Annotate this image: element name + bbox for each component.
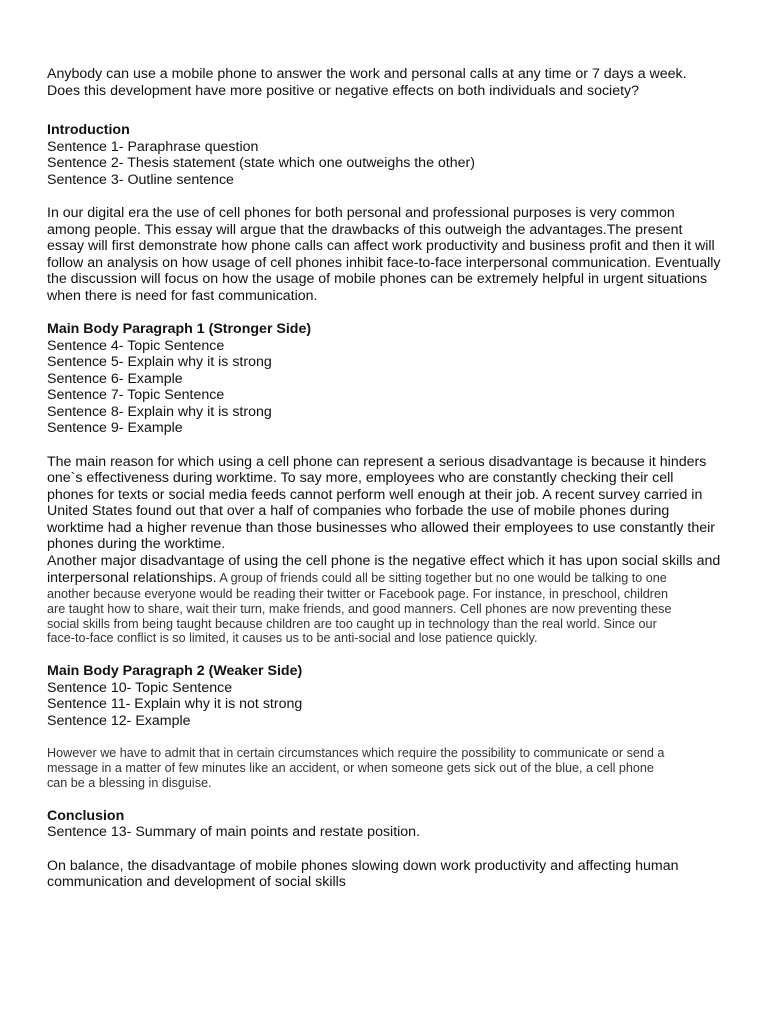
outline-item: Sentence 8- Explain why it is strong (47, 403, 272, 420)
essay-prompt (47, 66, 728, 99)
paragraph-line: On balance, the disadvantage of mobile phones slowing down work productivity and affecting human (47, 857, 679, 874)
outline-item: Sentence 6- Example (47, 370, 183, 387)
conclusion-paragraph (47, 858, 728, 891)
conclusion-heading: Conclusion (47, 807, 125, 824)
body1-paragraph-b (47, 553, 728, 647)
body2-paragraph (47, 746, 728, 790)
paragraph-line: one`s effectiveness during worktime. To say more, employees who are constantly checking their cell (47, 470, 674, 486)
paragraph-line: follow an analysis on how usage of cell phones inhibit face-to-face interpersonal communication. Eventually (47, 254, 721, 271)
outline-item: Sentence 9- Example (47, 420, 183, 436)
introduction-paragraph (47, 205, 728, 304)
body1-paragraph-a (47, 454, 728, 553)
paragraph-line: However we have to admit that in certain circumstances which require the possibility to communicate or send a (47, 746, 665, 761)
paragraph-line: essay will first demonstrate how phone calls can affect work productivity and business profit and then it will (47, 238, 715, 254)
paragraph-line: communication and development of social skills (47, 874, 346, 891)
outline-item: Sentence 2- Thesis statement (state which one outweighs the other) (47, 155, 475, 171)
paragraph-line: message in a matter of few minutes like an accident, or when someone gets sick out of the blue, a cell phone (47, 760, 654, 775)
paragraph-line: the discussion will focus on how the usage of mobile phones can be extremely helpful in urgent situations (47, 271, 708, 287)
outline-item: Sentence 1- Paraphrase question (47, 138, 259, 155)
conclusion-outline (47, 824, 728, 841)
paragraph-line: United States found out that over a half of companies who forbade the use of mobile phones during (47, 503, 670, 519)
introduction-outline (47, 139, 728, 189)
paragraph-line: phones during the worktime. (47, 536, 226, 552)
outline-item: Sentence 4- Topic Sentence (47, 337, 225, 354)
prompt-line: Anybody can use a mobile phone to answer the work and personal calls at any time or 7 days a week. (47, 66, 687, 82)
outline-item: Sentence 7- Topic Sentence (47, 387, 225, 403)
paragraph-line: phones for texts or social media feeds cannot perform well enough at their job. A recent survey carried in (47, 486, 703, 503)
paragraph-line: Another major disadvantage of using the cell phone is the negative effect which it has upon social skills and (47, 552, 721, 569)
paragraph-line-mixed (47, 569, 728, 587)
paragraph-fragment: A group of friends could all be sitting together but no one would be talking to one (216, 571, 667, 585)
paragraph-line: among people. This essay will argue that the drawbacks of this outweigh the advantages.The present (47, 221, 683, 238)
outline-item: Sentence 12- Example (47, 712, 191, 729)
prompt-line: Does this development have more positive or negative effects on both individuals and society? (47, 82, 640, 99)
outline-item: Sentence 3- Outline sentence (47, 171, 234, 188)
paragraph-line: In our digital era the use of cell phones for both personal and professional purposes is very common (47, 205, 675, 221)
paragraph-line: The main reason for which using a cell phone can represent a serious disadvantage is because it hinders (47, 453, 707, 470)
paragraph-fragment: interpersonal relationships. (47, 570, 217, 586)
body1-outline (47, 338, 728, 437)
paragraph-line: can be a blessing in disguise. (47, 775, 212, 790)
paragraph-line: social skills from being taught because children are too caught up in technology than the real world. Since our (47, 616, 657, 631)
body1-heading: Main Body Paragraph 1 (Stronger Side) (47, 321, 312, 337)
paragraph-line: worktime had a higher revenue than those businesses who allowed their employees to use constantly their (47, 519, 715, 536)
outline-item: Sentence 10- Topic Sentence (47, 679, 233, 696)
outline-item: Sentence 11- Explain why it is not strong (47, 696, 303, 713)
paragraph-line: when there is need for fast communication. (47, 287, 318, 304)
body2-outline (47, 680, 728, 730)
introduction-heading: Introduction (47, 122, 130, 138)
outline-item: Sentence 5- Explain why it is strong (47, 354, 272, 370)
paragraph-line: face-to-face conflict is so limited, it causes us to be anti-social and lose patience quickly. (47, 631, 538, 646)
outline-item: Sentence 13- Summary of main points and restate position. (47, 824, 421, 841)
paragraph-line: are taught how to share, wait their turn, make friends, and good manners. Cell phones are now preventing these (47, 601, 672, 616)
paragraph-line: another because everyone would be reading their twitter or Facebook page. For instance, in preschool, children (47, 587, 668, 601)
body2-heading: Main Body Paragraph 2 (Weaker Side) (47, 663, 303, 680)
